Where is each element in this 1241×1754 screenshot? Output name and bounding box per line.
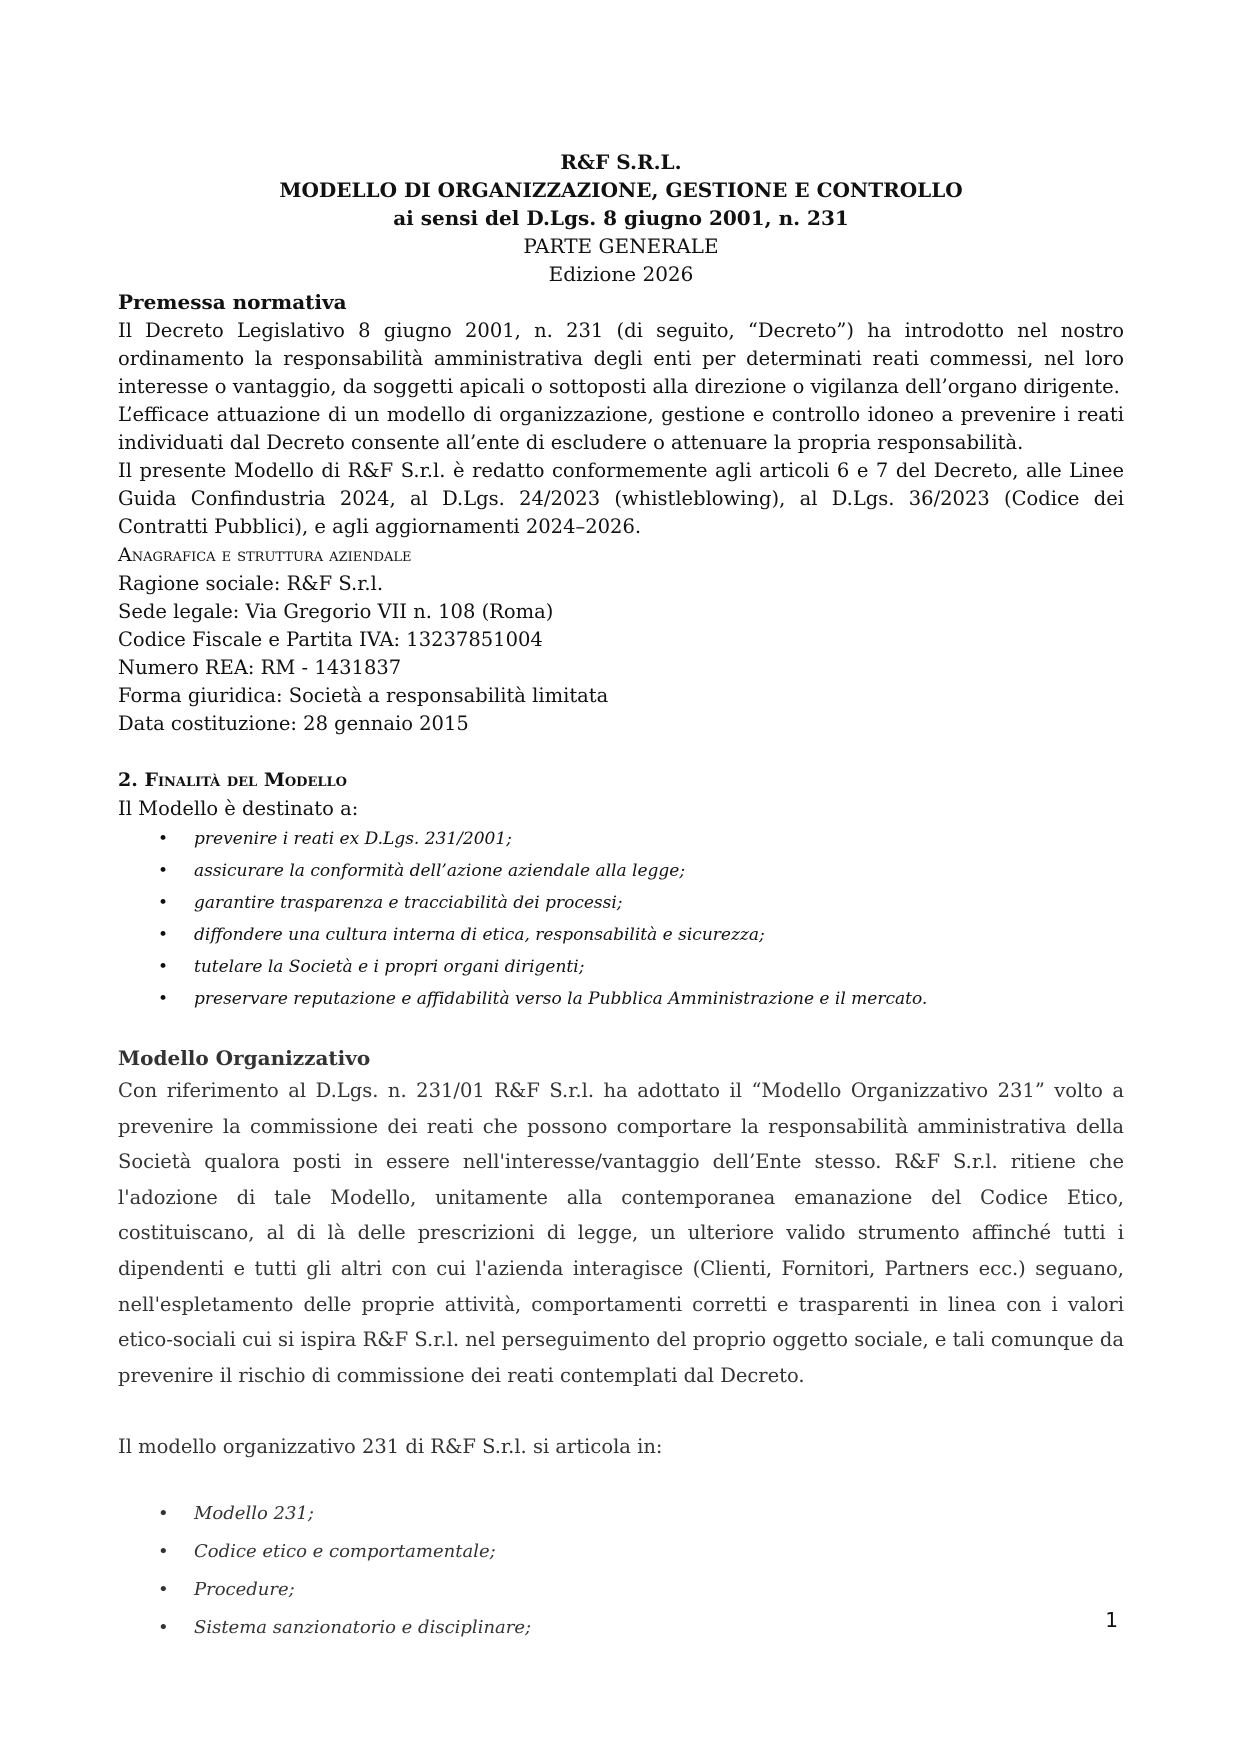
list-item: • Codice etico e comportamentale;: [194, 1533, 1124, 1571]
premessa-heading: Premessa normativa: [118, 290, 347, 314]
page-number: 1: [1105, 1608, 1118, 1632]
anagrafica-line: Forma giuridica: Società a responsabilità limitata: [118, 684, 609, 707]
law-reference: ai sensi del D.Lgs. 8 giugno 2001, n. 231: [393, 206, 849, 230]
modello-organizzativo-paragraph-1: Con riferimento al D.Lgs. n. 231/01 R&F S.r.l. ha adottato il “Modello Organizzativo 231” volto a prevenire la commissione dei reati che possono comportare la responsabilità amministrativa della Società qualora posti in essere nell'interesse/vantaggio dell’Ente stesso. R&F S.r.l. ritiene che l'adozione di tale Modello, unitamente alla contemporanea emanazione del Codice Etico, costituiscano, al di là delle prescrizioni di legge, un ulteriore valido strumento affinché tutti i dipendenti e tutti gli altri con cui l'azienda interagisce (Clienti, Fornitori, Partners ecc.) seguano, nell'espletamento delle proprie attività, comportamenti corretti e trasparenti in linea con i valori etico-sociali cui si ispira R&F S.r.l. nel perseguimento del proprio oggetto sociale, e tali comunque da prevenire il rischio di commissione dei reati contemplati dal Decreto.: [118, 1079, 1124, 1387]
anagrafica-line: Ragione sociale: R&F S.r.l.: [118, 572, 384, 595]
modello-organizzativo-heading: Modello Organizzativo: [118, 1046, 371, 1070]
anagrafica-line: Data costituzione: 28 gennaio 2015: [118, 712, 469, 735]
modello-organizzativo-section: [118, 1043, 1124, 1647]
anagrafica-line: Sede legale: Via Gregorio VII n. 108 (Roma): [118, 600, 554, 623]
list-item: • garantire trasparenza e tracciabilità dei processi;: [194, 887, 1124, 919]
document-page: [118, 148, 1124, 1647]
list-item: • diffondere una cultura interna di etica, responsabilità e sicurezza;: [194, 919, 1124, 951]
part-label: PARTE GENERALE: [523, 234, 719, 258]
finalita-heading: 2. Finalità del Modello: [118, 769, 347, 791]
anagrafica-line: Numero REA: RM - 1431837: [118, 656, 402, 679]
premessa-paragraph-2: L’efficace attuazione di un modello di organizzazione, gestione e controllo idoneo a prevenire i reati individuati dal Decreto consente all’ente di escludere o attenuare la propria responsabilità.: [118, 403, 1124, 454]
document-header: [118, 148, 1124, 288]
premessa-paragraph-3: Il presente Modello di R&F S.r.l. è redatto conformemente agli articoli 6 e 7 del Decreto, alle Linee Guida Confindustria 2024, al D.Lgs. 24/2023 (whistleblowing), al D.Lgs. 36/2023 (Codice dei Contratti Pubblici), e agli aggiornamenti 2024–2026.: [118, 459, 1124, 538]
list-item: • preservare reputazione e affidabilità verso la Pubblica Amministrazione e il mercato.: [194, 983, 1124, 1015]
company-name: R&F S.R.L.: [560, 150, 682, 174]
list-item: • Sistema sanzionatorio e disciplinare;: [194, 1609, 1124, 1647]
list-item: • tutelare la Società e i propri organi dirigenti;: [194, 951, 1124, 983]
modello-organizzativo-paragraph-2: Il modello organizzativo 231 di R&F S.r.l. si articola in:: [118, 1435, 663, 1459]
list-item: • Procedure;: [194, 1571, 1124, 1609]
modello-organizzativo-list: [118, 1495, 1124, 1647]
anagrafica-line: Codice Fiscale e Partita IVA: 13237851004: [118, 628, 543, 651]
list-item: • prevenire i reati ex D.Lgs. 231/2001;: [194, 823, 1124, 855]
list-item: • assicurare la conformità dell’azione aziendale alla legge;: [194, 855, 1124, 887]
edition-label: Edizione 2026: [548, 262, 694, 286]
list-item: • Modello 231;: [194, 1495, 1124, 1533]
finalita-intro: Il Modello è destinato a:: [118, 797, 359, 820]
anagrafica-heading: Anagrafica e struttura aziendale: [118, 544, 412, 566]
premessa-paragraph-1: Il Decreto Legislativo 8 giugno 2001, n. 231 (di seguito, “Decreto”) ha introdotto nel nostro ordinamento la responsabilità amministrativa degli enti per determinati reati commessi, nel loro interesse o vantaggio, da soggetti apicali o sottoposti alla direzione o vigilanza dell’organo dirigente.: [118, 319, 1124, 398]
finalita-list: [118, 823, 1124, 1015]
model-title: MODELLO DI ORGANIZZAZIONE, GESTIONE E CONTROLLO: [279, 178, 963, 202]
